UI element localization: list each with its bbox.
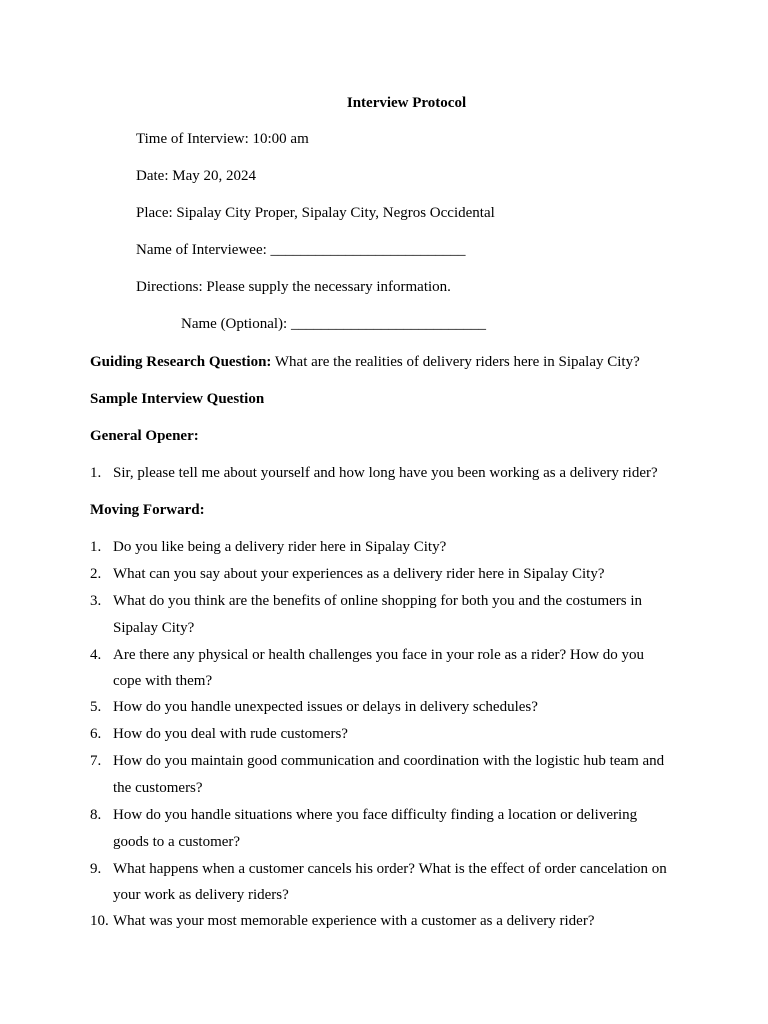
list-item-text-continued: your work as delivery riders? (113, 887, 289, 903)
list-item-number: 1. (90, 465, 102, 481)
general-opener-heading: General Opener: (90, 428, 199, 444)
list-item-text: Are there any physical or health challenges you face in your role as a rider? How do you (113, 647, 645, 663)
interviewee-name-field: Name of Interviewee: __________________________ (136, 242, 466, 258)
list-item-text: What can you say about your experiences as a delivery rider here in Sipalay City? (113, 566, 605, 582)
moving-forward-heading: Moving Forward: (90, 502, 205, 518)
list-item-text: How do you deal with rude customers? (113, 726, 348, 742)
list-item-number: 10. (90, 913, 109, 929)
list-item-text: How do you handle unexpected issues or delays in delivery schedules? (113, 699, 538, 715)
sample-questions-heading: Sample Interview Question (90, 391, 265, 407)
guiding-research-question (90, 353, 640, 371)
list-item-number: 9. (90, 861, 102, 877)
list-item-number: 8. (90, 807, 102, 823)
directions-text: Directions: Please supply the necessary information. (136, 279, 451, 295)
list-item-text-continued: cope with them? (113, 673, 213, 689)
list-item-text: Sir, please tell me about yourself and how long have you been working as a delivery rider? (113, 465, 658, 481)
guiding-question-label: Guiding Research Question: (90, 354, 272, 370)
list-item-number: 1. (90, 539, 102, 555)
list-item-number: 6. (90, 726, 102, 742)
page-title: Interview Protocol (346, 95, 467, 111)
list-item-text-continued: Sipalay City? (113, 620, 195, 636)
list-item-text-continued: goods to a customer? (113, 834, 241, 850)
list-item-number: 4. (90, 647, 102, 663)
list-item-number: 5. (90, 699, 102, 715)
time-of-interview: Time of Interview: 10:00 am (136, 131, 309, 147)
list-item-text: How do you handle situations where you face difficulty finding a location or delivering (113, 807, 638, 823)
list-item-number: 7. (90, 753, 102, 769)
list-item-number: 2. (90, 566, 102, 582)
list-item-text: What happens when a customer cancels his order? What is the effect of order cancelation on (113, 861, 667, 877)
interview-date: Date: May 20, 2024 (136, 168, 256, 184)
list-item-text: What do you think are the benefits of online shopping for both you and the costumers in (113, 593, 643, 609)
list-item-text: Do you like being a delivery rider here in Sipalay City? (113, 539, 447, 555)
list-item-number: 3. (90, 593, 102, 609)
optional-name-field: Name (Optional): __________________________ (181, 316, 486, 332)
list-item-text: What was your most memorable experience with a customer as a delivery rider? (113, 913, 595, 929)
interview-place: Place: Sipalay City Proper, Sipalay City, Negros Occidental (136, 205, 495, 221)
guiding-question-text: What are the realities of delivery riders here in Sipalay City? (271, 354, 640, 370)
list-item-text: How do you maintain good communication and coordination with the logistic hub team and (113, 753, 665, 769)
list-item-text-continued: the customers? (113, 780, 203, 796)
